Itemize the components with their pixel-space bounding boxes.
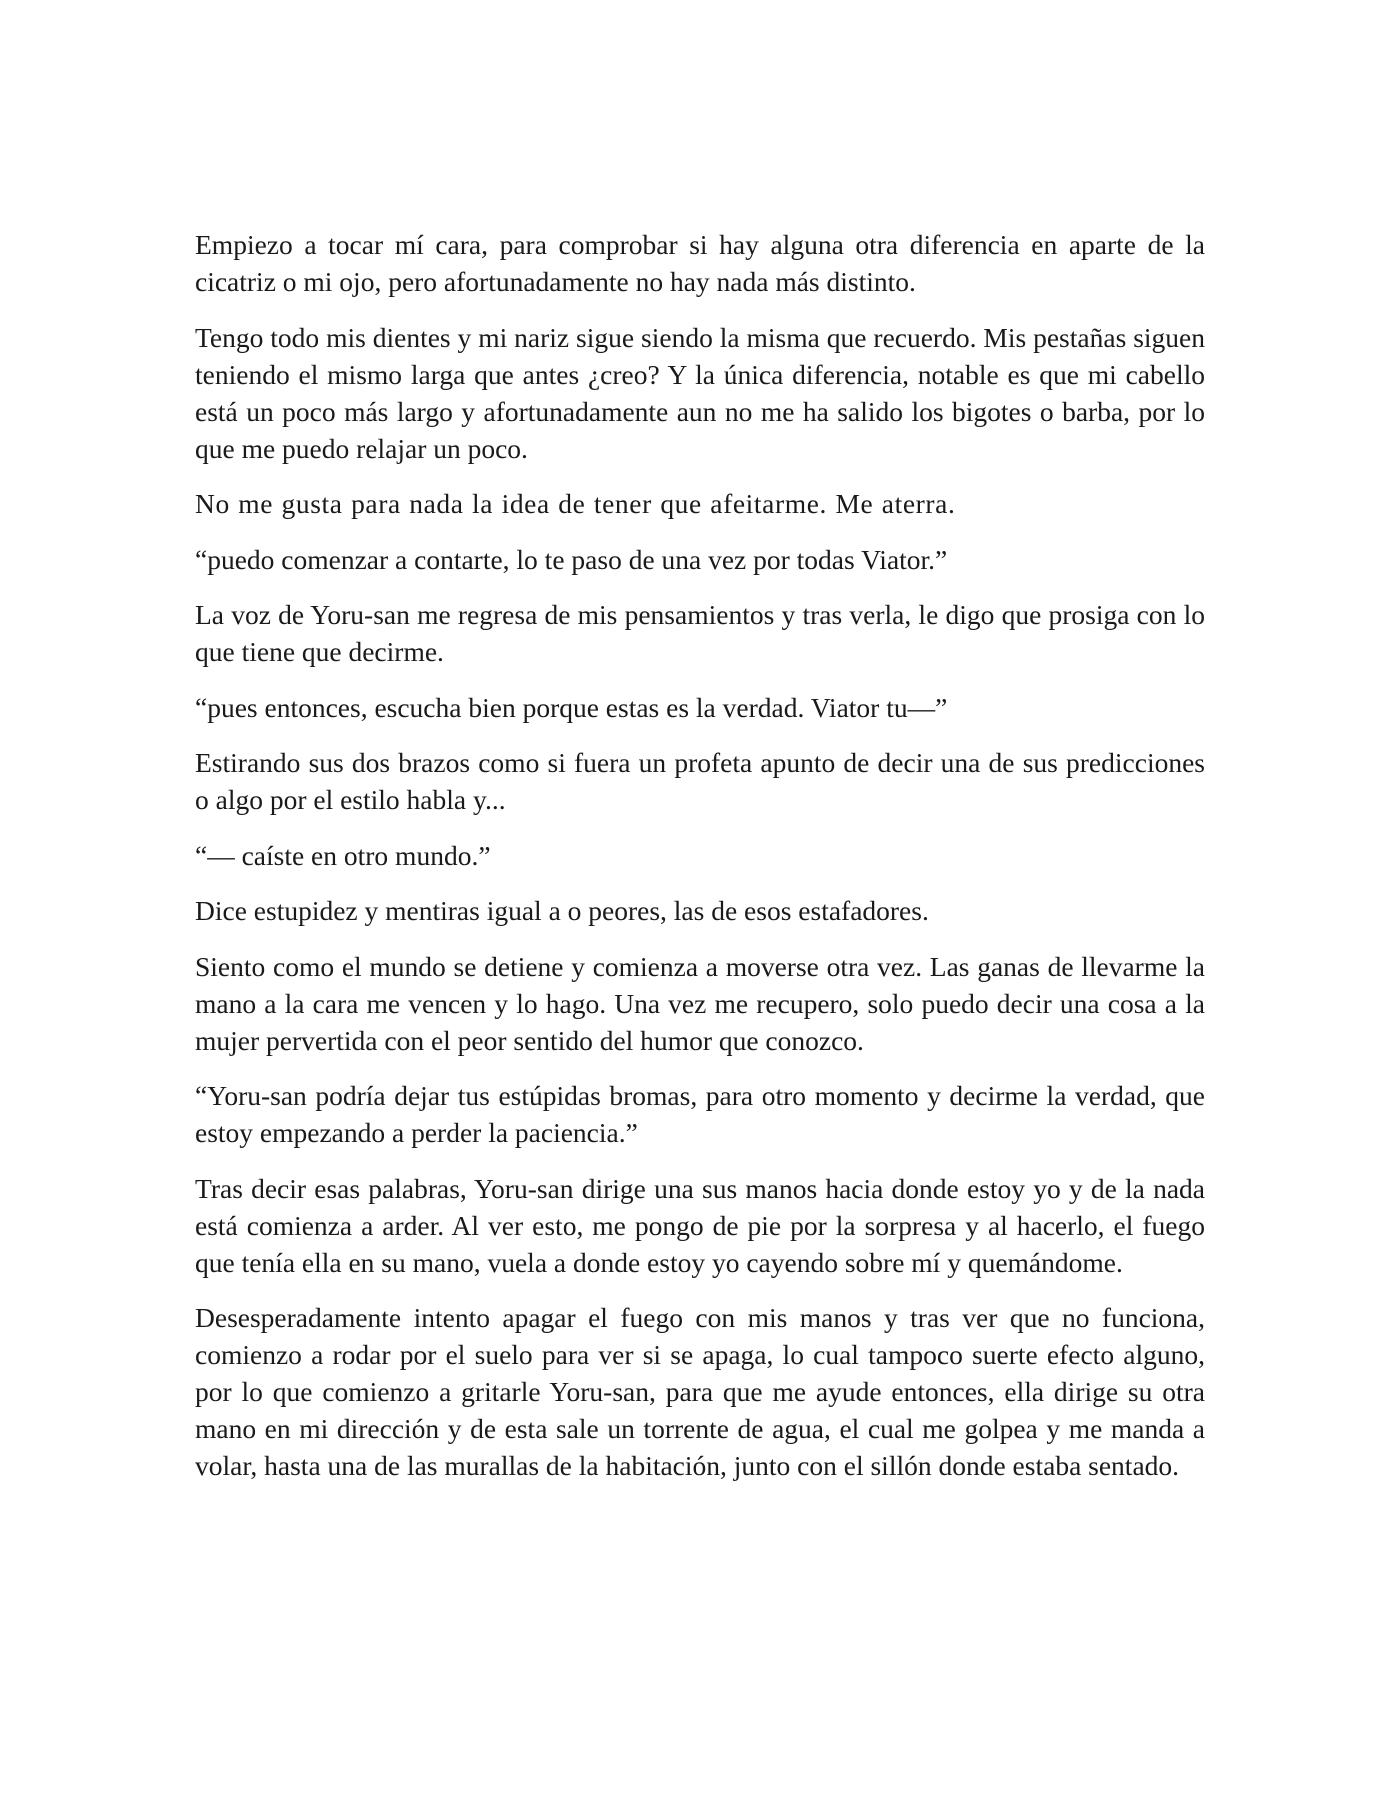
paragraph-6: “pues entonces, escucha bien porque estas es la verdad. Viator tu—” [195, 691, 948, 723]
paragraph-1: Empiezo a tocar mí cara, para comprobar si hay alguna otra diferencia en aparte de la cicatriz o mi ojo, pero afortunadamente no hay nada más distinto. [195, 229, 1205, 297]
paragraph-3: No me gusta para nada la idea de tener que afeitarme. Me aterra. [195, 488, 956, 519]
paragraph-5: La voz de Yoru-san me regresa de mis pensamientos y tras verla, le digo que prosiga con lo que tiene que decirme. [195, 599, 1205, 667]
paragraph-13: Desesperadamente intento apagar el fuego con mis manos y tras ver que no funciona, comienzo a rodar por el suelo para ver si se apaga, lo cual tampoco suerte efecto alguno, por lo que comienzo a gritarle Yoru-san, para que me ayude entonces, ella dirige su otra mano en mi dirección y de esta sale un torrente de agua, el cual me golpea y me manda a volar, hasta una de las murallas de la habitación, junto con el sillón donde estaba sentado. [195, 1302, 1205, 1481]
paragraph-8: “— caíste en otro mundo.” [195, 839, 491, 871]
paragraph-9: Dice estupidez y mentiras igual a o peores, las de esos estafadores. [195, 895, 929, 926]
paragraph-12: Tras decir esas palabras, Yoru-san dirige una sus manos hacia donde estoy yo y de la nada está comienza a arder. Al ver esto, me pongo de pie por la sorpresa y al hacerlo, el fuego que tenía ella en su mano, vuela a donde estoy yo cayendo sobre mí y quemándome. [195, 1172, 1205, 1278]
body-text [195, 226, 1205, 1503]
paragraph-2: Tengo todo mis dientes y mi nariz sigue siendo la misma que recuerdo. Mis pestañas siguen teniendo el mismo larga que antes ¿creo? Y la única diferencia, notable es que mi cabello está un poco más largo y afortunadamente aun no me ha salido los bigotes o barba, por lo que me puedo relajar un poco. [195, 321, 1205, 464]
paragraph-11: “Yoru-san podría dejar tus estúpidas bromas, para otro momento y decirme la verdad, que estoy empezando a perder la paciencia.” [195, 1080, 1205, 1148]
paragraph-4: “puedo comenzar a contarte, lo te paso de una vez por todas Viator.” [195, 543, 948, 575]
paragraph-10: Siento como el mundo se detiene y comienza a moverse otra vez. Las ganas de llevarme la mano a la cara me vencen y lo hago. Una vez me recupero, solo puedo decir una cosa a la mujer pervertida con el peor sentido del humor que conozco. [195, 950, 1205, 1056]
paragraph-7: Estirando sus dos brazos como si fuera un profeta apunto de decir una de sus predicciones o algo por el estilo habla y... [195, 747, 1205, 815]
